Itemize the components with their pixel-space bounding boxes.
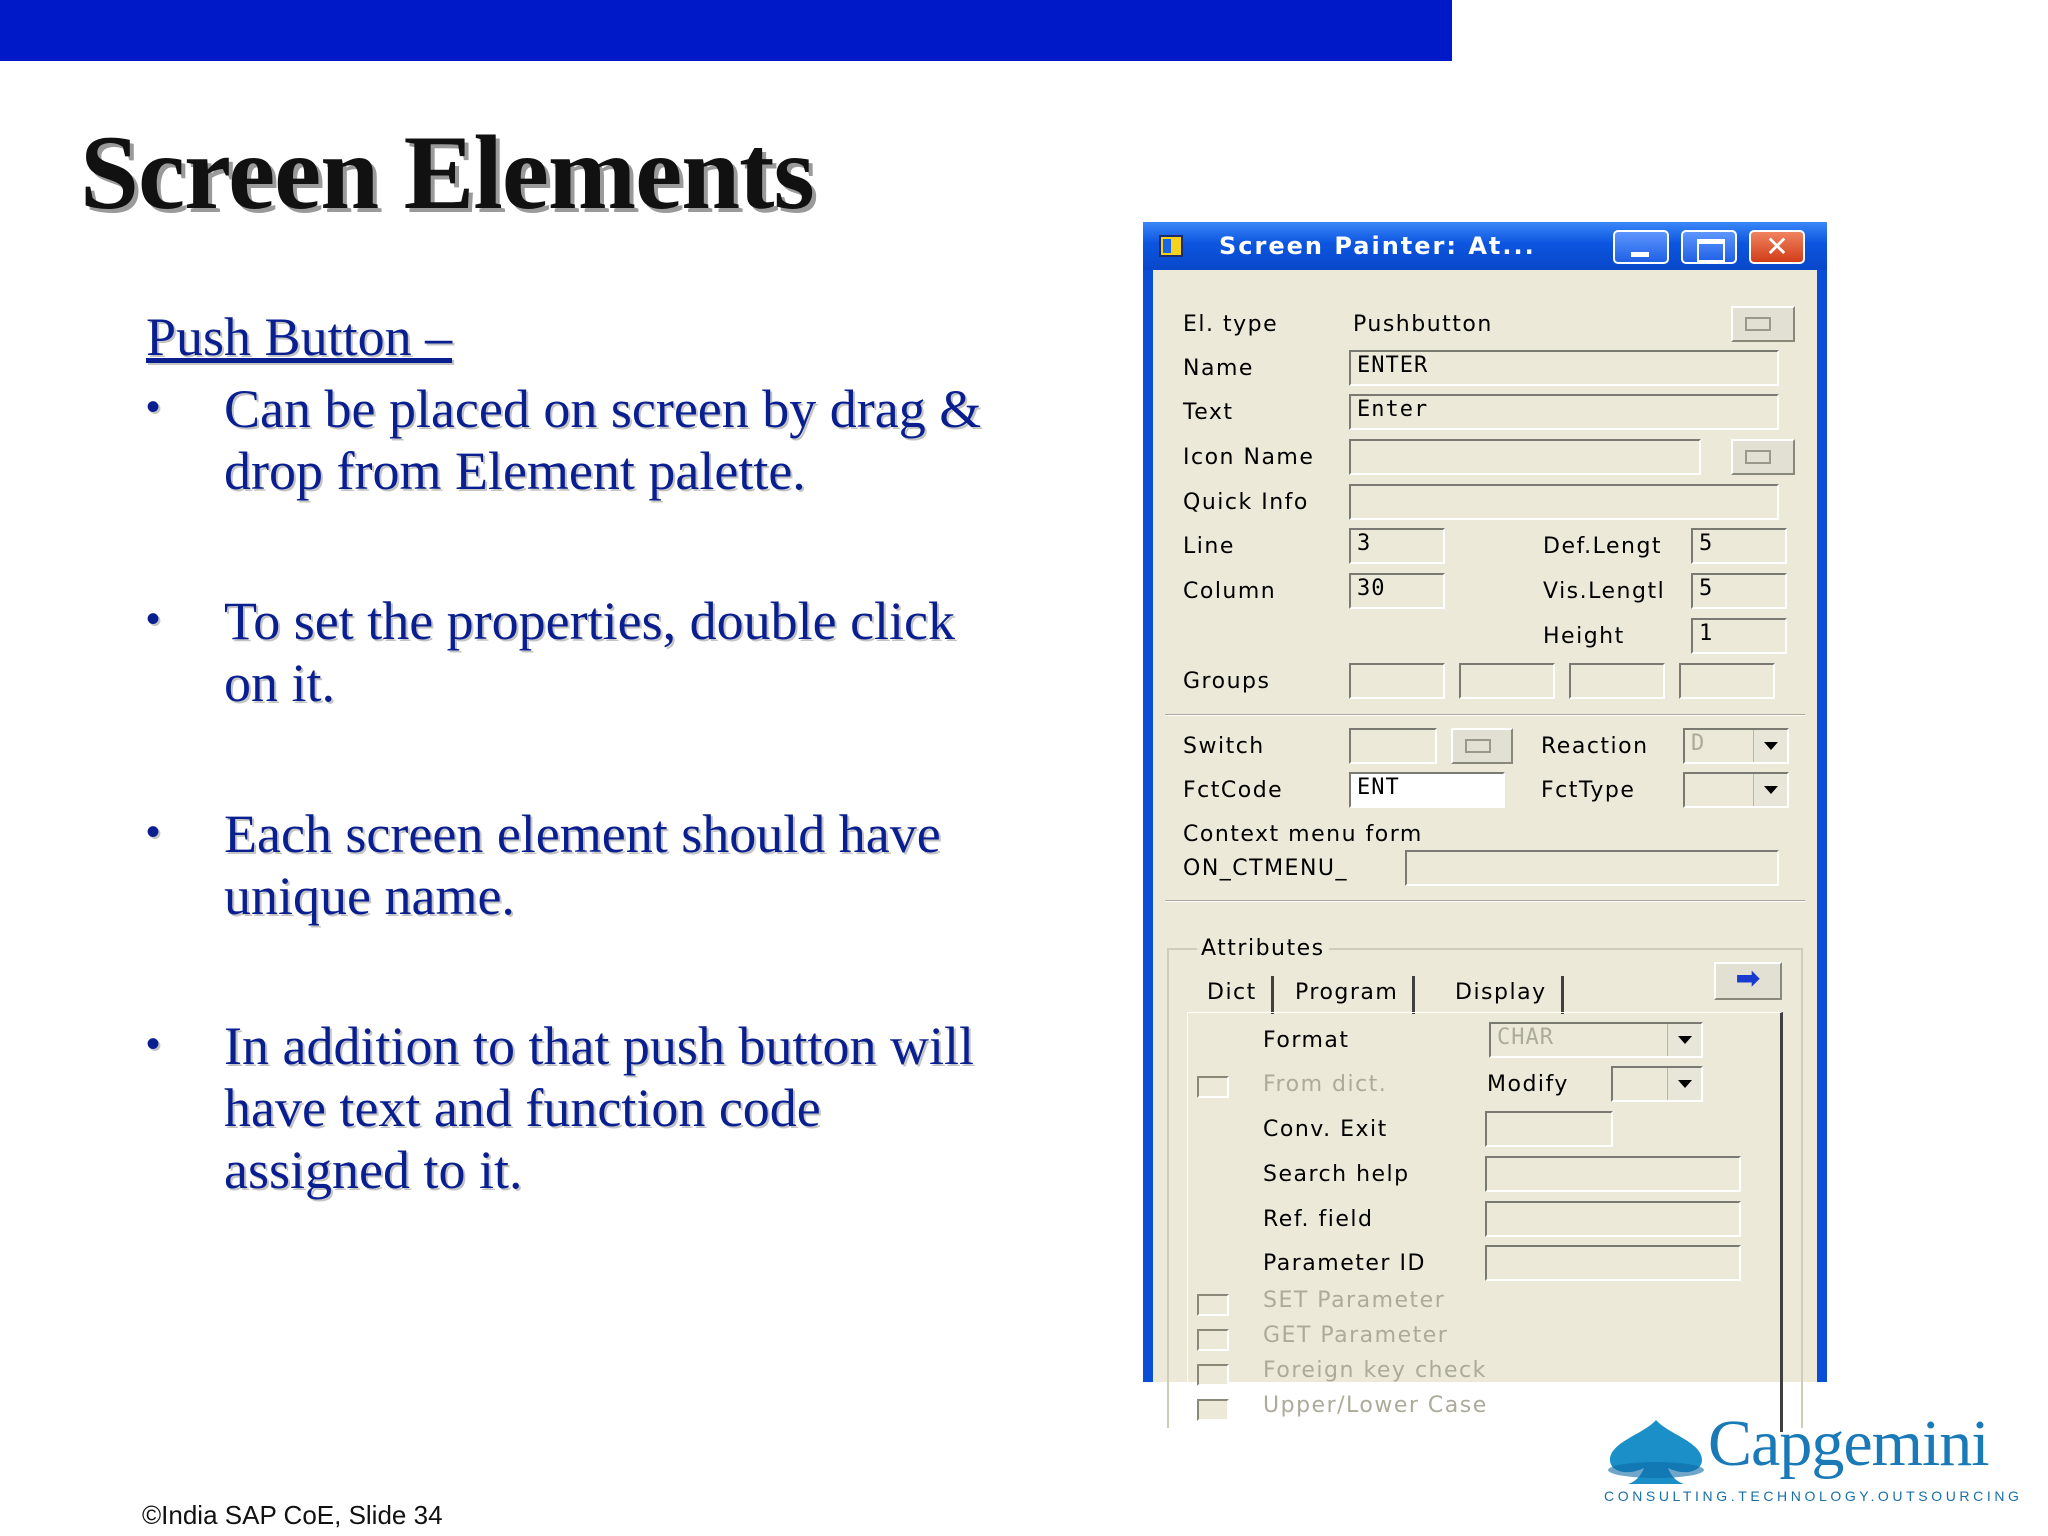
reaction-value: D [1691,731,1706,756]
modify-label: Modify [1487,1072,1569,1097]
bullet-dot: • [146,810,161,854]
bullet-item [146,590,1006,714]
group-field-3[interactable] [1569,663,1665,699]
height-label: Height [1543,624,1625,649]
set-parameter-checkbox[interactable] [1197,1294,1229,1316]
subheading: Push Button – [146,307,453,367]
name-label: Name [1183,356,1254,381]
search-help-field[interactable] [1485,1156,1741,1192]
close-icon: ✕ [1765,230,1789,263]
group-field-2[interactable] [1459,663,1555,699]
quick-info-label: Quick Info [1183,490,1309,515]
el-type-label: El. type [1183,312,1279,337]
groups-label: Groups [1183,669,1271,694]
search-help-label: Search help [1263,1162,1410,1187]
slide-footer: ©India SAP CoE, Slide 34 [142,1500,443,1530]
bullet-text: To set the properties, double click on it. [224,591,956,713]
chevron-down-icon[interactable] [1753,774,1787,806]
format-label: Format [1263,1028,1350,1053]
vis-length-label: Vis.Lengtl [1543,579,1666,604]
maximize-button[interactable] [1681,230,1737,264]
switch-field[interactable] [1349,728,1437,764]
fctcode-label: FctCode [1183,778,1284,803]
line-label: Line [1183,534,1235,559]
tab-display[interactable]: Display [1441,976,1564,1014]
ref-field-field[interactable] [1485,1201,1741,1237]
screen-painter-window [1143,222,1827,1418]
reaction-select[interactable] [1683,728,1789,764]
group-field-1[interactable] [1349,663,1445,699]
slide-title: Screen Elements [80,114,814,231]
switch-button[interactable] [1451,728,1513,764]
bullet-dot: • [146,1022,161,1066]
get-parameter-label: GET Parameter [1263,1323,1449,1348]
parameter-id-field[interactable] [1485,1245,1741,1281]
tab-program[interactable]: Program [1281,976,1415,1014]
height-field[interactable]: 1 [1691,618,1787,654]
column-label: Column [1183,579,1277,604]
conv-exit-field[interactable] [1485,1111,1613,1147]
window-titlebar[interactable] [1143,222,1827,270]
def-length-field[interactable]: 5 [1691,528,1787,564]
format-select[interactable] [1489,1022,1703,1058]
chevron-down-icon[interactable] [1667,1068,1701,1100]
bullet-item [146,378,1006,502]
pushbutton-icon [1745,317,1771,331]
app-icon [1159,235,1183,257]
attributes-group-label: Attributes [1197,936,1329,961]
switch-label: Switch [1183,734,1265,759]
fcttype-label: FctType [1541,778,1636,803]
vis-length-field[interactable]: 5 [1691,573,1787,609]
chevron-down-icon[interactable] [1753,730,1787,762]
bullet-text: Can be placed on screen by drag & drop from Element palette. [224,379,982,501]
icon-picker-button[interactable] [1731,439,1795,475]
upper-lower-label: Upper/Lower Case [1263,1393,1488,1418]
bullet-item [146,1015,1006,1201]
window-title: Screen Painter: At... [1219,232,1536,260]
foreign-key-checkbox[interactable] [1197,1364,1229,1386]
minimize-button[interactable] [1613,230,1669,264]
divider [1165,900,1805,902]
logo-tagline: CONSULTING.TECHNOLOGY.OUTSOURCING [1604,1488,2023,1504]
top-accent-bar [0,0,1452,61]
bullet-text: Each screen element should have unique name. [224,804,941,926]
text-label: Text [1183,400,1234,425]
context-menu-field[interactable] [1405,850,1779,886]
on-ctmenu-label: ON_CTMENU_ [1183,856,1349,881]
logo-wordmark: Capgemini [1708,1407,1989,1480]
format-value: CHAR [1497,1025,1554,1050]
foreign-key-label: Foreign key check [1263,1358,1487,1383]
bullet-dot: • [146,385,161,429]
icon-name-label: Icon Name [1183,445,1315,470]
switch-icon [1465,739,1491,753]
upper-lower-checkbox[interactable] [1197,1399,1229,1421]
fcttype-select[interactable] [1683,772,1789,808]
column-field[interactable]: 30 [1349,573,1445,609]
chevron-down-icon[interactable] [1667,1024,1701,1056]
line-field[interactable]: 3 [1349,528,1445,564]
table-icon [1745,450,1771,464]
el-type-value: Pushbutton [1353,312,1493,337]
bullet-text: In addition to that push button will have text and function code assigned to it. [224,1016,974,1200]
context-menu-label: Context menu form [1183,822,1423,847]
element-type-button[interactable] [1731,306,1795,342]
bullet-item [146,803,1006,927]
bullet-dot: • [146,597,161,641]
get-parameter-checkbox[interactable] [1197,1329,1229,1351]
tab-dict[interactable]: Dict [1193,976,1274,1014]
fctcode-field[interactable]: ENT [1349,772,1505,808]
icon-name-field[interactable] [1349,439,1701,475]
arrow-right-icon[interactable]: ➡ [1714,962,1782,1000]
def-length-label: Def.Lengt [1543,534,1663,559]
quick-info-field[interactable] [1349,484,1779,520]
conv-exit-label: Conv. Exit [1263,1117,1388,1142]
name-field[interactable]: ENTER [1349,350,1779,386]
ref-field-label: Ref. field [1263,1207,1374,1232]
reaction-label: Reaction [1541,734,1649,759]
divider [1165,714,1805,716]
modify-select[interactable] [1611,1066,1703,1102]
from-dict-label: From dict. [1263,1072,1388,1097]
text-field[interactable]: Enter [1349,394,1779,430]
close-button[interactable] [1749,230,1805,264]
set-parameter-label: SET Parameter [1263,1288,1446,1313]
from-dict-checkbox[interactable] [1197,1076,1229,1098]
properties-panel [1153,270,1817,1418]
group-field-4[interactable] [1679,663,1775,699]
parameter-id-label: Parameter ID [1263,1251,1426,1276]
